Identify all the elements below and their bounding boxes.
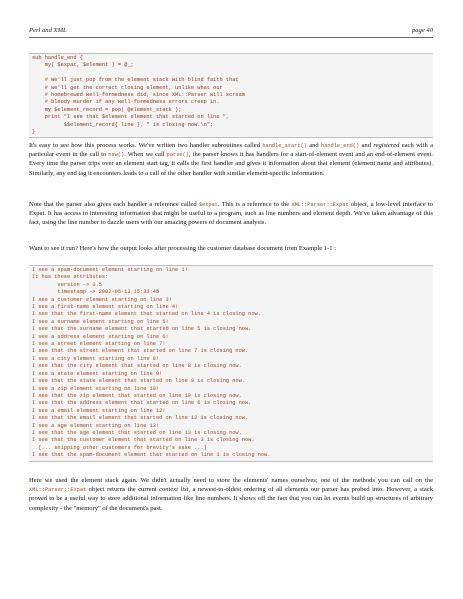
- inline-code: handle_start(): [262, 143, 307, 149]
- emphasis: registered: [373, 142, 400, 149]
- paragraph-run-intro: Want to see it run? Here's how the output looks after processing the customer database document from Example 1-1 :: [29, 245, 336, 252]
- text-run: , a newest-to-oldest ordering of all elements our parser has probed into. However, a stack proved to be a useful way to store additional information like line numbers. It shows off the fact that you can let events build up structures of arbitrary complexity - the "memory" of the document's past.: [29, 486, 433, 512]
- running-header-title: Perl and XML: [29, 27, 67, 34]
- text-run: Here we used the element stack again. We didn't actually need to store the elements' names ourselves; one of the methods you can call on the: [29, 477, 433, 484]
- inline-code: new(): [108, 152, 125, 159]
- text-run: and: [359, 142, 374, 149]
- paragraph-expat-reference: [29, 200, 433, 228]
- header-rule: [29, 37, 433, 38]
- text-run: and: [306, 142, 322, 149]
- text-run: . When we call: [124, 151, 167, 159]
- emphasis: context list: [159, 486, 189, 494]
- text-run: , the parser knows it has handlers for a start-of-element event and an end-of-element event. Every time the parser trips over an element start tag, it calls the first handler and gives it information about that element (element name and attributes). Similarly, any end tag it encounters leads to a call of the other handler with similar element-specific information.: [29, 151, 434, 177]
- text-run: object, a low-level interface to Expat. It has access to interesting information that might be useful to a program, such as line numbers and element depth. We've taken advantage of this fact, using the line number to dazzle users with our amazing powers of document analysis.: [29, 201, 434, 227]
- paragraph-handlers: [29, 141, 433, 178]
- output-listing: I see a spam-document element starting on line 1! It has these attributes: version -> 3.5 timestamp -> 2002-05-13 15:33:45 I see a customer element starting on line 3! I see a first-name element starting on line 4! I see that the first-name element that started on line 4 is closing now. I see a surname element starting on line 5! I see that the surname element that started on line 5 is closing now. I see a address element starting on line 6! I see a street element starting on line 7! I see that the street element that started on line 7 is closing now. I see a city element starting on line 8! I see that the city element that started on line 8 is closing now. I see a state element starting on line 9! I see that the state element that started on line 9 is closing now. I see a zip element starting on line 10! I see that the zip element that started on line 10 is closing now. I see that the address element that started on line 6 is closing now. I see a email element starting on line 12! I see that the email element that started on line 12 is closing now. I see a age element starting on line 13! I see that the age element that started on line 13 is closing now. I see that the customer element that started on line 3 is closing now. [... snipping other customers for brevity's sake ...] I see that the spam-document element that started on line 1 is closing now.: [32, 267, 271, 459]
- paragraph-element-stack: [29, 476, 433, 513]
- text-run: object returns the current: [86, 486, 160, 494]
- inline-code: XML::Parser::Expat: [29, 487, 87, 494]
- code-block-handle-end: [29, 53, 433, 138]
- inline-code: XML::Parser::Expat: [291, 202, 349, 208]
- inline-code: parse(): [166, 152, 189, 159]
- text-run: . This is a reference to the: [217, 201, 292, 208]
- text-run: Note that the parser also gives each handler a reference called: [29, 201, 199, 208]
- text-run: each with a particular event in the call to: [29, 142, 433, 159]
- page-number: page 40: [411, 27, 433, 34]
- text-run: It's easy to see how this process works. We've written two handler subroutines called: [29, 142, 263, 149]
- inline-code: $expat: [198, 202, 218, 208]
- code-block-output: [29, 265, 433, 462]
- code-listing: sub handle_end { my( $expat, $element ) = @_; # We'll just pop from the element stack with blind faith that # we'll get the correct closing element, unlike what our # homebrewed well-formedness did, since XML::Parser will scream # bloody murder if any well-formedness errors creep in. my $element_record = pop( @element_stack ); print "I see that $element element that started on line ", $$element_record{ line }, " is closing now.\n"; }: [32, 55, 245, 136]
- inline-code: handle_end(): [321, 143, 360, 149]
